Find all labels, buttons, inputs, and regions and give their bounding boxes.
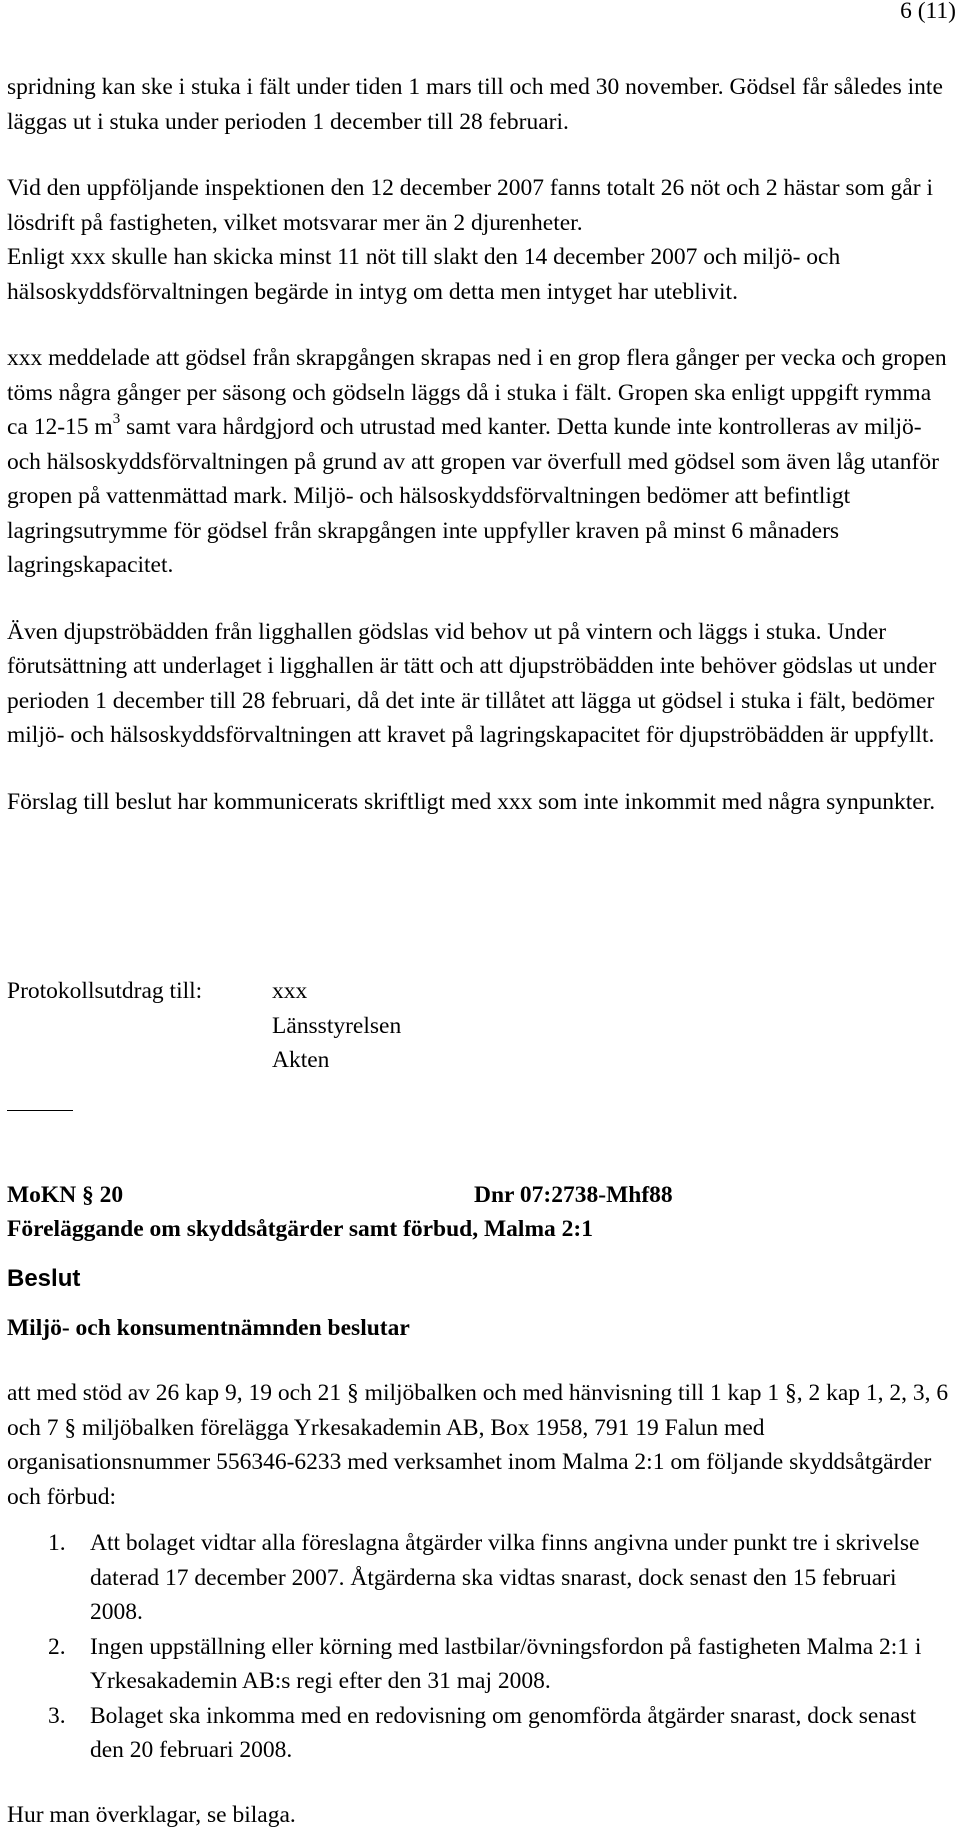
case-dnr: Dnr 07:2738-Mhf88	[474, 1182, 673, 1208]
paragraph-2a: Vid den uppföljande inspektionen den 12 december 2007 fanns totalt 26 nöt och 2 hästar som går i lösdrift på fastigheten, vilket motsvarar mer än 2 djurenheter.	[7, 175, 933, 236]
list-item	[7, 1526, 952, 1630]
paragraph-5: Förslag till beslut har kommunicerats skriftligt med xxx som inte inkommit med några synpunkter.	[7, 788, 936, 815]
list-item-number: 1.	[48, 1530, 66, 1556]
divider	[7, 1110, 73, 1111]
case-title: Föreläggande om skyddsåtgärder samt förbud, Malma 2:1	[7, 1216, 593, 1242]
decision-subheading: Miljö- och konsumentnämnden beslutar	[7, 1315, 410, 1341]
list-item-text: Ingen uppställning eller körning med lastbilar/övningsfordon på fastigheten Malma 2:1 i Yrkesakademin AB:s regi efter den 31 maj 2008.	[90, 1633, 922, 1694]
body-text	[7, 70, 952, 851]
list-item-text: Att bolaget vidtar alla föreslagna åtgärder vilka finns angivna under punkt tre i skrivelse daterad 17 december 2007. Åtgärderna ska vidtas snarast, dock senast den 15 februari 2008.	[90, 1530, 920, 1625]
paragraph-2b: Enligt xxx skulle han skicka minst 11 nöt till slakt den 14 december 2007 och miljö- och hälsoskyddsförvaltningen begärde in intyg om detta men intyget har uteblivit.	[7, 244, 841, 305]
paragraph-1: spridning kan ske i stuka i fält under tiden 1 mars till och med 30 november. Gödsel får således inte läggas ut i stuka under perioden 1 december till 28 februari.	[7, 74, 943, 135]
list-item-number: 3.	[48, 1702, 66, 1729]
paragraph-3	[7, 341, 952, 583]
recipient: xxx	[272, 978, 308, 1004]
paragraph-3-end: samt vara hårdgjord och utrustad med kanter. Detta kunde inte kontrolleras av miljö- och hälsoskyddsförvaltningen på grund av att gropen var överfull med gödsel som även låg utanför gropen på vattenmättad mark. Miljö- och hälsoskyddsförvaltningen bedömer att befintligt lagringsutrymme för gödsel från skrapgången inte uppfyller kraven på minst 6 månaders lagringskapacitet.	[7, 414, 939, 578]
superscript: 3	[112, 411, 121, 427]
appeal-note: Hur man överklagar, se bilaga.	[7, 1802, 296, 1828]
decision-list	[7, 1526, 952, 1768]
list-item	[7, 1699, 952, 1768]
decision-text: att med stöd av 26 kap 9, 19 och 21 § miljöbalken och med hänvisning till 1 kap 1 §, 2 kap 1, 2, 3, 6 och 7 § miljöbalken förelägga Yrkesakademin AB, Box 1958, 791 19 Falun med organisationsnummer 556346-6233 med verksamhet inom Malma 2:1 om följande skyddsåtgärder och förbud:	[7, 1380, 949, 1510]
page-number: 6 (11)	[900, 0, 956, 24]
paragraph-4: Även djupströbädden från ligghallen gödslas vid behov ut på vintern och läggs i stuka. Under förutsättning att underlaget i ligghallen är tätt och att djupströbädden inte behöver gödslas ut under perioden 1 december till 28 februari, då det inte är tillåtet att lägga ut gödsel i stuka i fält, bedömer miljö- och hälsoskyddsförvaltningen att kravet på lagringskapacitet för djupströbädden är uppfyllt.	[7, 618, 937, 748]
recipient: Akten	[272, 1047, 330, 1073]
recipient: Länsstyrelsen	[272, 1012, 402, 1039]
list-item-number: 2.	[48, 1633, 66, 1660]
list-item	[7, 1630, 952, 1699]
decision-heading: Beslut	[7, 1265, 81, 1292]
list-item-text: Bolaget ska inkomma med en redovisning om genomförda åtgärder snarast, dock senast den 20 februari 2008.	[90, 1702, 917, 1763]
paragraph-3-start: xxx meddelade att gödsel från skrapgången skrapas ned i en grop flera gånger per vecka och gropen töms några gånger per säsong och gödseln läggs då i stuka i fält. Gropen ska enligt uppgift rymma ca 12-15 m	[7, 345, 947, 440]
case-number: MoKN § 20	[7, 1182, 124, 1208]
protocol-extract-label: Protokollsutdrag till:	[7, 978, 203, 1004]
